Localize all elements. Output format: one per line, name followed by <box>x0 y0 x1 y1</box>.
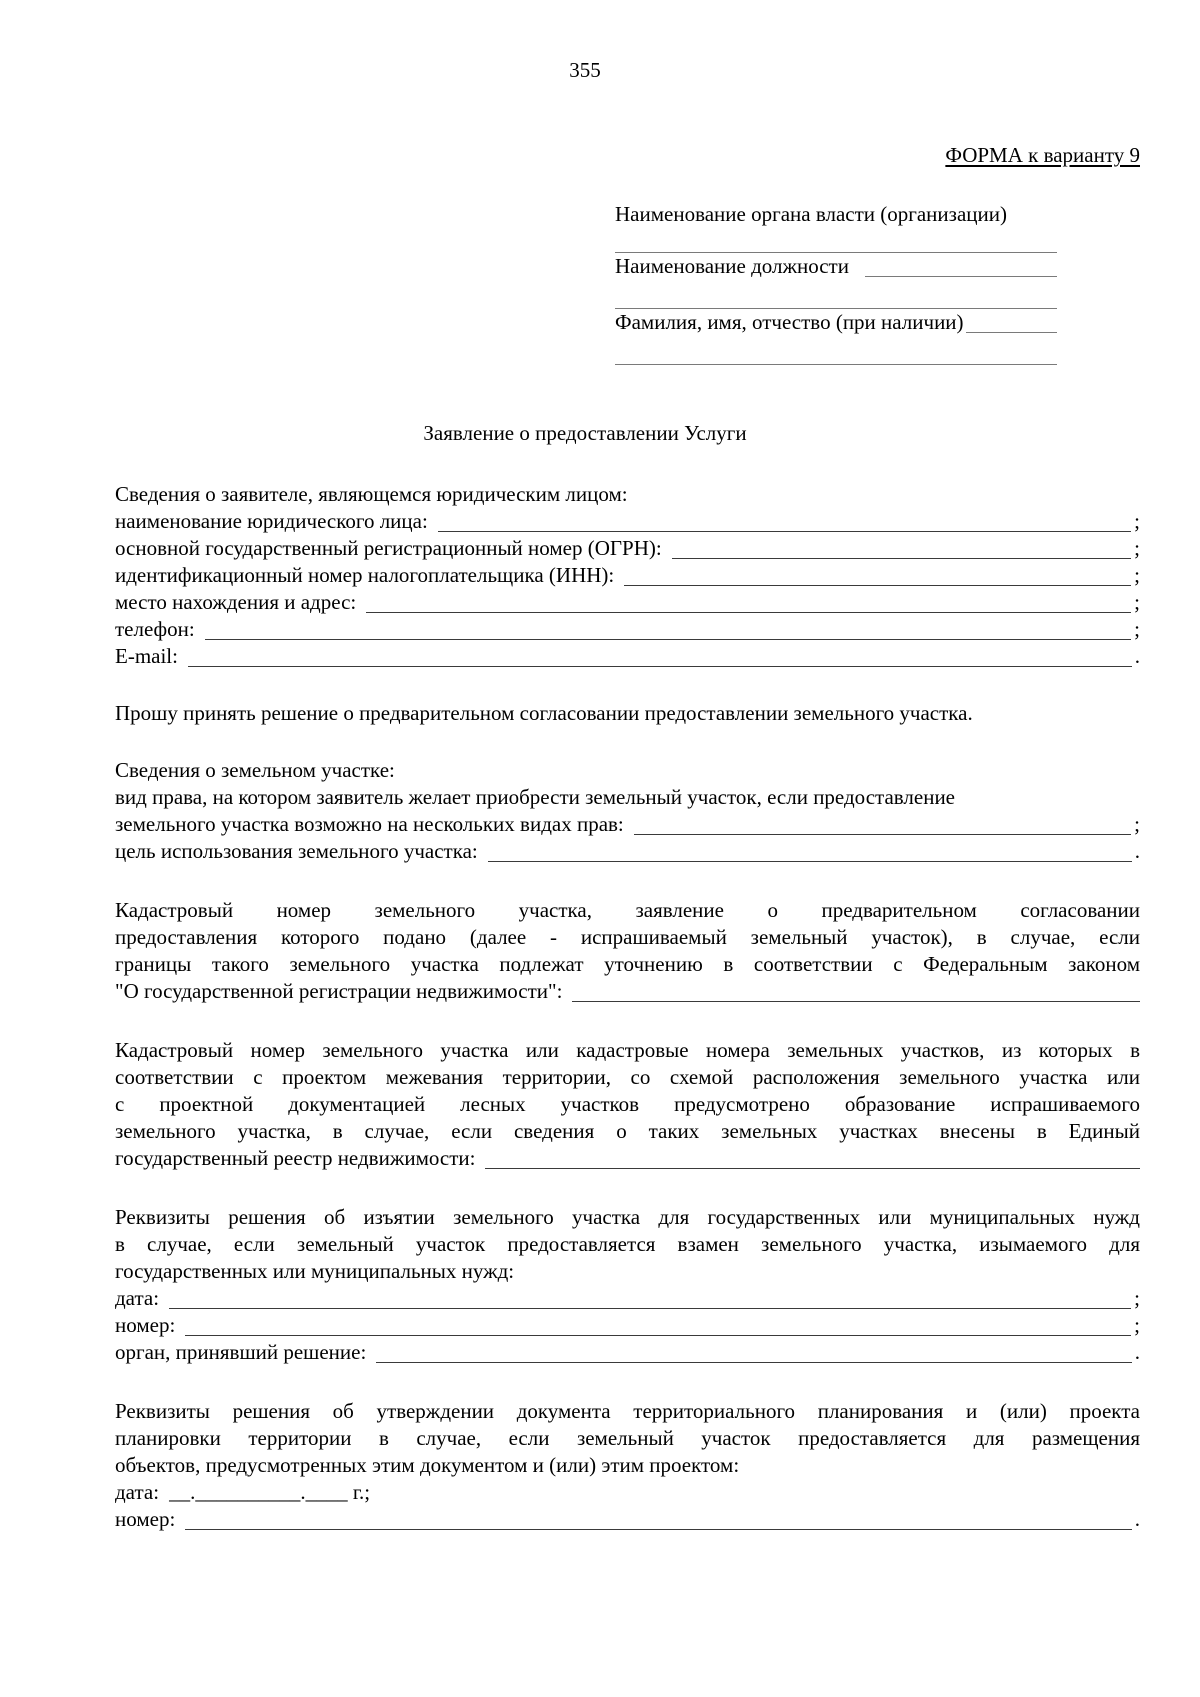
fio-underline <box>615 364 1057 365</box>
cadastral-single-blank-line <box>572 978 1140 1002</box>
planning-line3: объектов, предусмотренных этим документом и (или) этим проектом: <box>115 1453 740 1477</box>
legal-name-blank-line <box>438 508 1131 532</box>
punctuation: ; <box>1134 1313 1140 1337</box>
phone-label: телефон: <box>115 617 195 641</box>
planning-decision-section <box>115 1398 1140 1533</box>
cadastral-single-field <box>115 978 1140 1005</box>
applicant-heading: Сведения о заявителе, являющемся юридическим лицом: <box>115 482 628 506</box>
seizure-number-label: номер: <box>115 1313 176 1337</box>
land-right-type-field <box>115 811 1140 838</box>
planning-number-blank-line <box>185 1506 1131 1530</box>
planning-date-field <box>115 1479 1140 1506</box>
form-variant-tag: ФОРМА к варианту 9 <box>945 143 1140 167</box>
email-field <box>115 643 1140 670</box>
phone-field <box>115 616 1140 643</box>
cadastral-multi-line3: с проектной документацией лесных участков предусмотрено образование испрашиваемого <box>115 1092 1140 1116</box>
ogrn-field <box>115 535 1140 562</box>
inn-label: идентификационный номер налогоплательщика (ИНН): <box>115 563 615 587</box>
punctuation: . <box>1134 1507 1140 1531</box>
cadastral-multi-blank-line <box>485 1145 1140 1169</box>
planning-number-field <box>115 1506 1140 1533</box>
land-right-type-line1: вид права, на котором заявитель желает приобрести земельный участок, если предоставление <box>115 785 955 809</box>
cadastral-multi-line1: Кадастровый номер земельного участка или кадастровые номера земельных участков, из которых в <box>115 1038 1140 1062</box>
cadastral-multi-line4: земельного участка, в случае, если сведения о таких земельных участках внесены в Единый <box>115 1119 1140 1143</box>
legal-name-label: наименование юридического лица: <box>115 509 428 533</box>
land-right-type-blank-line <box>634 811 1131 835</box>
punctuation: ; <box>1134 1286 1140 1310</box>
request-section <box>115 700 1140 727</box>
planning-date-label: дата: <box>115 1480 160 1504</box>
seizure-line2: в случае, если земельный участок предоставляется взамен земельного участка, изымаемого для <box>115 1232 1140 1256</box>
cadastral-single-line1: Кадастровый номер земельного участка, заявление о предварительном согласовании <box>115 898 1140 922</box>
seizure-decision-section <box>115 1204 1140 1366</box>
cadastral-single-line2: предоставления которого подано (далее - испрашиваемый земельный участок), в случае, если <box>115 925 1140 949</box>
cadastral-multi-field <box>115 1145 1140 1172</box>
planning-date-blank-value: __.__________.____ г.; <box>169 1480 371 1504</box>
phone-blank-line <box>205 616 1131 640</box>
ogrn-blank-line <box>672 535 1131 559</box>
position-blank-line <box>865 253 1057 277</box>
position-label: Наименование должности <box>615 254 849 278</box>
authority-name-label: Наименование органа власти (организации) <box>615 202 1007 226</box>
cadastral-single-label: "О государственной регистрации недвижимости": <box>115 979 563 1003</box>
punctuation: . <box>1134 1340 1140 1364</box>
seizure-date-label: дата: <box>115 1286 160 1310</box>
fio-label: Фамилия, имя, отчество (при наличии) <box>615 310 964 334</box>
fio-blank-line <box>966 309 1057 333</box>
page-number: 355 <box>569 58 601 82</box>
document-body <box>115 481 1140 1533</box>
planning-line2: планировки территории в случае, если земельный участок предоставляется для размещения <box>115 1426 1140 1450</box>
cadastral-multi-line2: соответствии с проектом межевания территории, со схемой расположения земельного участка или <box>115 1065 1140 1089</box>
seizure-authority-label: орган, принявший решение: <box>115 1340 367 1364</box>
authority-name-line <box>615 201 1057 228</box>
land-purpose-blank-line <box>488 838 1132 862</box>
punctuation: ; <box>1134 509 1140 533</box>
land-right-type-label: земельного участка возможно на нескольких видах прав: <box>115 812 624 836</box>
land-purpose-field <box>115 838 1140 865</box>
cadastral-multi-label: государственный реестр недвижимости: <box>115 1146 476 1170</box>
document-title: Заявление о предоставлении Услуги <box>423 421 747 445</box>
land-section <box>115 757 1140 865</box>
seizure-authority-blank-line <box>376 1339 1131 1363</box>
land-purpose-label: цель использования земельного участка: <box>115 839 478 863</box>
email-label: E-mail: <box>115 644 178 668</box>
inn-blank-line <box>624 562 1131 586</box>
punctuation: ; <box>1134 812 1140 836</box>
address-blank-line <box>366 589 1131 613</box>
cadastral-single-section <box>115 897 1140 1005</box>
seizure-line3: государственных или муниципальных нужд: <box>115 1259 515 1283</box>
email-blank-line <box>188 643 1132 667</box>
seizure-date-blank-line <box>169 1285 1131 1309</box>
punctuation: ; <box>1134 590 1140 614</box>
seizure-number-blank-line <box>185 1312 1131 1336</box>
seizure-date-field <box>115 1285 1140 1312</box>
fio-line <box>615 309 1057 336</box>
ogrn-label: основной государственный регистрационный номер (ОГРН): <box>115 536 662 560</box>
position-line <box>615 253 1057 280</box>
legal-name-field <box>115 508 1140 535</box>
punctuation: ; <box>1134 536 1140 560</box>
request-paragraph: Прошу принять решение о предварительном согласовании предоставлении земельного участка. <box>115 701 973 725</box>
form-variant-row <box>115 142 1140 169</box>
address-field <box>115 589 1140 616</box>
punctuation: ; <box>1134 563 1140 587</box>
planning-number-label: номер: <box>115 1507 176 1531</box>
punctuation: . <box>1134 839 1140 863</box>
seizure-authority-field <box>115 1339 1140 1366</box>
inn-field <box>115 562 1140 589</box>
punctuation: ; <box>1134 617 1140 641</box>
land-heading: Сведения о земельном участке: <box>115 758 395 782</box>
recipient-block <box>615 201 1057 365</box>
cadastral-single-line3: границы такого земельного участка подлежат уточнению в соответствии с Федеральным законом <box>115 952 1140 976</box>
seizure-line1: Реквизиты решения об изъятии земельного участка для государственных или муниципальных нужд <box>115 1205 1140 1229</box>
cadastral-multi-section <box>115 1037 1140 1172</box>
punctuation: . <box>1134 644 1140 668</box>
seizure-number-field <box>115 1312 1140 1339</box>
applicant-section <box>115 481 1140 670</box>
planning-line1: Реквизиты решения об утверждении документа территориального планирования и (или) проекта <box>115 1399 1140 1423</box>
address-label: место нахождения и адрес: <box>115 590 357 614</box>
